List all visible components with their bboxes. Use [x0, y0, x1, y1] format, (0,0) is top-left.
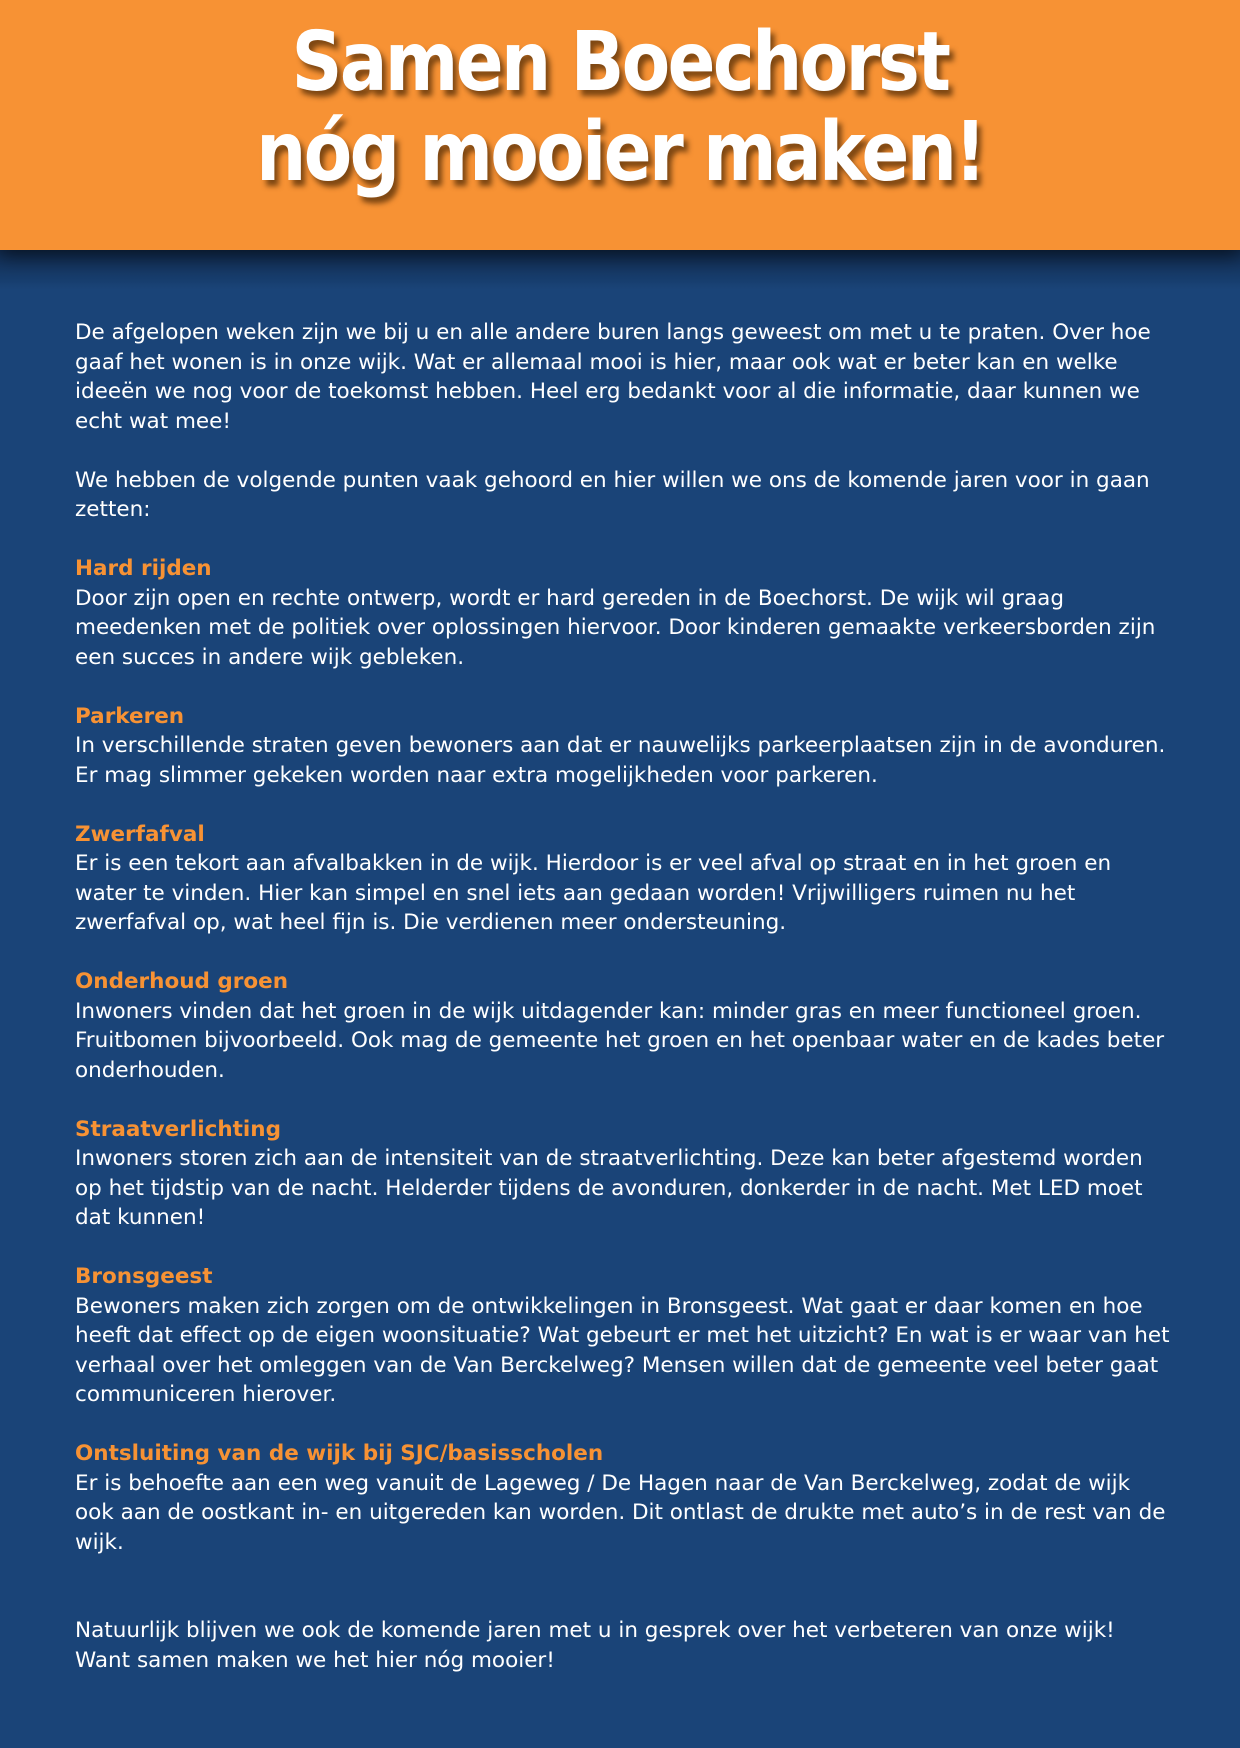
- closing-paragraph: Natuurlijk blijven we ook de komende jaren met u in gesprek over het verbeteren van onze wijk! Want samen maken we het hier nóg mooier!: [75, 1618, 1115, 1673]
- section-text: Er is behoefte aan een weg vanuit de Lageweg / De Hagen naar de Van Berckelweg, zodat de wijk ook aan de oostkant in- en uitgereden kan worden. Dit ontlast de drukte met auto’s in de rest van de wijk.: [75, 1470, 1166, 1555]
- section-heading: Zwerfafval: [75, 821, 205, 847]
- section-parkeren: [75, 702, 1175, 791]
- page-title-line-2: nóg mooier maken!: [256, 105, 984, 200]
- section-bronsgeest: [75, 1262, 1175, 1410]
- section-text: Inwoners storen zich aan de intensiteit van de straatverlichting. Deze kan beter afgestemd worden op het tijdstip van de nacht. Helderder tijdens de avonduren, donkerder in de nacht. Met LED moet dat kunnen!: [75, 1146, 1143, 1230]
- page-title: [87, 0, 1153, 198]
- section-heading: Straatverlichting: [75, 1116, 281, 1142]
- section-heading: Hard rijden: [75, 556, 212, 581]
- section-heading: Ontsluiting van de wijk bij SJC/basisscholen: [75, 1441, 604, 1466]
- section-onderhoud-groen: [75, 967, 1175, 1085]
- section-ontsluiting: [75, 1439, 1175, 1557]
- section-text: Inwoners vinden dat het groen in de wijk uitdagender kan: minder gras en meer functioneel groen. Fruitbomen bijvoorbeeld. Ook mag de gemeente het groen en het openbaar water en de kades beter onderhouden.: [75, 998, 1165, 1083]
- section-heading: Onderhoud groen: [75, 969, 289, 994]
- section-text: Bewoners maken zich zorgen om de ontwikkelingen in Bronsgeest. Wat gaat er daar komen en hoe heeft dat effect op de eigen woonsituatie? Wat gebeurt er met het uitzicht? En wat is er waar van het verhaal over het omleggen van de Van Berckelweg? Mensen willen dat de gemeente veel beter gaat communiceren hierover.: [75, 1293, 1170, 1407]
- section-zwerfafval: [75, 820, 1175, 938]
- section-heading: Parkeren: [75, 703, 185, 729]
- section-text: In verschillende straten geven bewoners aan dat er nauwelijks parkeerplaatsen zijn in de avonduren. Er mag slimmer gekeken worden naar extra mogelijkheden voor parkeren.: [75, 733, 1166, 788]
- intro-paragraph: De afgelopen weken zijn we bij u en alle andere buren langs geweest om met u te praten. Over hoe gaaf het wonen is in onze wijk. Wat er allemaal mooi is hier, maar ook wat er beter kan en welke ideeën we nog voor de toekomst hebben. Heel erg bedankt voor al die informatie, daar kunnen we echt wat mee!: [75, 320, 1151, 434]
- letter-body: [75, 318, 1175, 1705]
- section-straatverlichting: [75, 1115, 1175, 1233]
- section-text: Er is een tekort aan afvalbakken in de wijk. Hierdoor is er veel afval op straat en in het groen en water te vinden. Hier kan simpel en snel iets aan gedaan worden! Vrijwilligers ruimen nu het zwerfafval op, wat heel fijn is. Die verdienen meer ondersteuning.: [75, 851, 1112, 935]
- page-title-line-1: Samen Boechorst: [291, 15, 949, 110]
- header-banner: [0, 0, 1240, 250]
- section-text: Door zijn open en rechte ontwerp, wordt er hard gereden in de Boechorst. De wijk wil graag meedenken met de politiek over oplossingen hiervoor. Door kinderen gemaakte verkeersborden zijn een succes in andere wijk gebleken.: [75, 585, 1156, 670]
- section-hard-rijden: [75, 554, 1175, 672]
- header-shadow: [0, 250, 1240, 290]
- section-heading: Bronsgeest: [75, 1264, 213, 1289]
- intro-paragraph-2: We hebben de volgende punten vaak gehoord en hier willen we ons de komende jaren voor in gaan zetten:: [75, 467, 1150, 522]
